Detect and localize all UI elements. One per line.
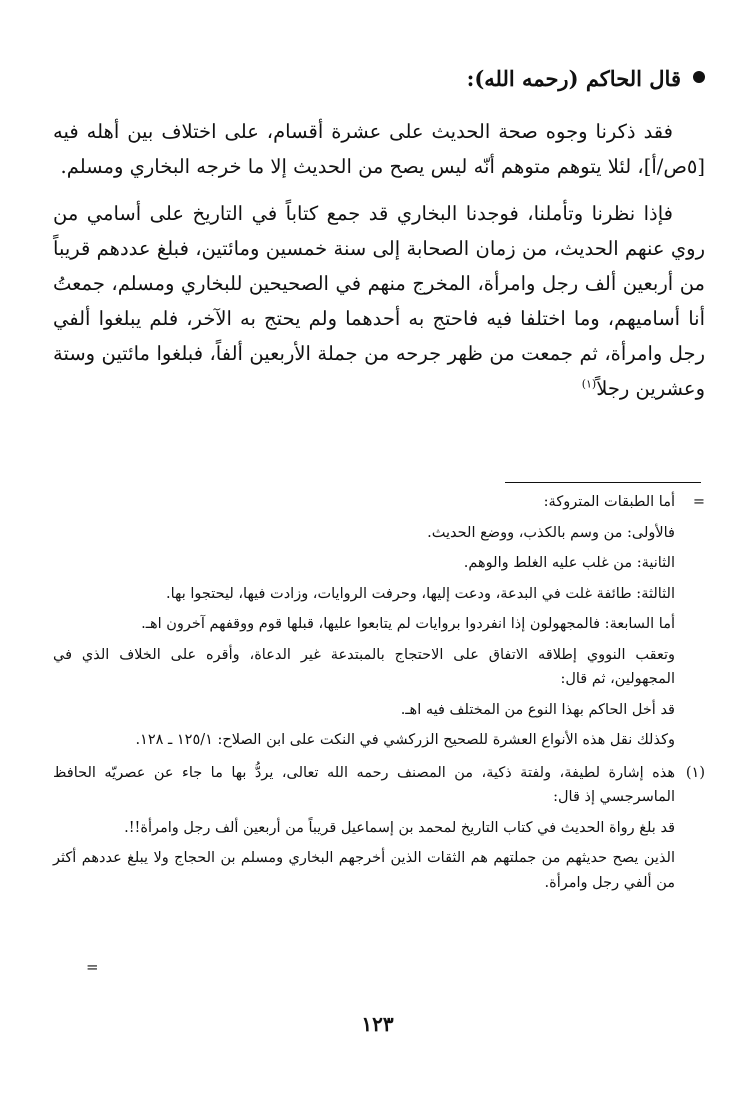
footnote-line: وتعقب النووي إطلاقه الاتفاق على الاحتجاج بالمبتدعة غير الدعاة، وأقره على الخلاف الذي في المجهولين، ثم قال: xyxy=(53,646,675,687)
footnote-line: وكذلك نقل هذه الأنواع العشرة للصحيح الزركشي في النكت على ابن الصلاح: ١٢٥/١ ـ ١٢٨. xyxy=(135,732,675,748)
footnote-line: هذه إشارة لطيفة، ولفتة ذكية، من المصنف رحمه الله تعالى، يردُّ بها ما جاء عن عصريّه الحافظ الماسرجسي إذ قال: xyxy=(53,764,675,805)
paragraph-1-text: فقد ذكرنا وجوه صحة الحديث على عشرة أقسام، على اختلاف بين أهله فيه [٥ص/أ]، لئلا يتوهم متوهم أنّه ليس يصح من الحديث إلا ما خرجه البخاري ومسلم. xyxy=(53,120,705,178)
footnote-number: (١) xyxy=(685,764,705,781)
bullet-icon xyxy=(693,71,705,83)
heading-text: قال الحاكم (رحمه الله): xyxy=(466,66,681,91)
footnote-line: أما الطبقات المتروكة: xyxy=(543,494,675,510)
footnote-1 xyxy=(53,761,705,902)
footnote-continued-body xyxy=(53,490,675,759)
footnotes xyxy=(53,490,705,901)
footnote-line: الثانية: من غلب عليه الغلط والوهم. xyxy=(463,555,675,571)
footnote-line: فالأولى: من وسم بالكذب، ووضع الحديث. xyxy=(427,524,675,541)
footnote-line: الذين يصح حديثهم من جملتهم هم الثقات الذين أخرجهم البخاري ومسلم بن الحجاج ولا يبلغ عددهم أكثر من ألفي رجل وامرأة. xyxy=(53,850,675,891)
paragraph-2 xyxy=(53,196,705,406)
footnote-1-body xyxy=(53,761,675,902)
footnote-line: أما السابعة: فالمجهولون إذا انفردوا بروايات لم يتابعوا عليها، قبلها قوم ووقفهم آخرون اهـ. xyxy=(141,616,675,632)
footnote-reference[interactable]: (١) xyxy=(581,377,597,391)
footnote-line: الثالثة: طائفة غلت في البدعة، ودعت إليها، وحرفت الروايات، وزادت فيها، ليحتجوا بها. xyxy=(165,585,675,602)
footnote-line: قد أخل الحاكم بهذا النوع من المختلف فيه اهـ. xyxy=(400,701,675,718)
section-heading xyxy=(45,62,705,96)
footnote-continued xyxy=(53,490,705,759)
paragraph-2-text: فإذا نظرنا وتأملنا، فوجدنا البخاري قد جمع كتاباً في التاريخ على أسامي من روي عنهم الحديث، من زمان الصحابة إلى سنة خمسين ومائتين، فبلغ عددهم قريباً من أربعين ألف رجل وامرأة، المخرج منهم في الصحيحين للبخاري ومسلم، جمعتُ أنا أساميهم، وما اختلفا فيه فاحتج به أحدهما ولم يحتج به الآخر، فلم يبلغوا ألفي رجل وامرأة، ثم جمعت من ظهر جرحه من جملة الأربعين ألفاً، فبلغوا مائتين وستة وعشرين رجلاً xyxy=(53,202,705,400)
continuation-mark: = xyxy=(692,494,705,510)
main-text xyxy=(53,114,705,418)
paragraph-1 xyxy=(53,114,705,184)
footnote-separator xyxy=(505,482,701,483)
footnote-line: قد بلغ رواة الحديث في كتاب التاريخ لمحمد بن إسماعيل قريباً من أربعين ألف رجل وامرأة!!. xyxy=(124,819,675,836)
continues-mark: = xyxy=(86,958,99,976)
page-number: ١٢٣ xyxy=(361,1012,394,1036)
